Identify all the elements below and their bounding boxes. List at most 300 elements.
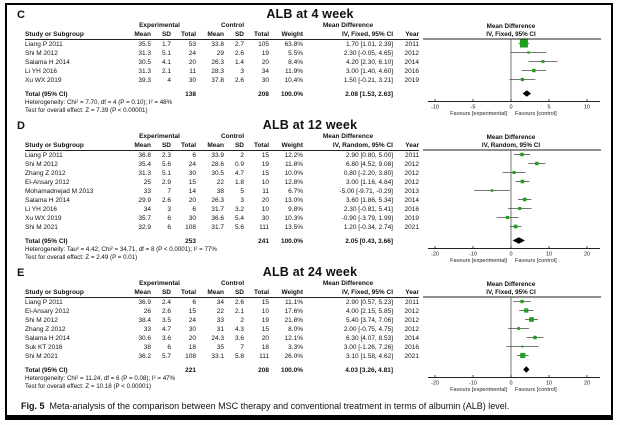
caption-label: Fig. 5: [21, 401, 45, 411]
year-cell: 2012: [404, 317, 419, 324]
control-group-header: Control: [220, 133, 245, 140]
study-name-cell: Shi M 2021: [25, 353, 58, 360]
mean-difference-group-header: Mean Difference: [322, 280, 374, 287]
ctl-total-cell: 10: [261, 308, 269, 315]
exp-mean-col-header: Mean: [123, 30, 151, 40]
study-row: [25, 307, 419, 316]
exp-mean-cell: 38: [143, 344, 151, 351]
exp-mean-cell: 30.6: [138, 335, 151, 342]
mean-difference-cell: 4.20 [2.30, 6.10]: [346, 59, 393, 66]
mean-difference-cell: 1.70 [1.01, 2.39]: [346, 41, 393, 48]
exp-mean-cell: 25: [143, 179, 151, 186]
ctl-mean-cell: 33.8: [211, 41, 224, 48]
axis-tick-label: 0: [509, 251, 513, 258]
study-name-cell: Li YH 2016: [25, 206, 58, 213]
overall-effect-text: Test for overall effect: Z = 10.18 (P < 0.00001): [25, 383, 151, 390]
exp-sd-cell: 2.6: [161, 197, 171, 204]
heterogeneity-text: Heterogeneity: Tau² = 4.42; Chi² = 34.71, df = 8 (P < 0.0001); I² = 77%: [25, 246, 217, 253]
exp-sd-cell: 6: [167, 344, 171, 351]
axis-tick-label: -5: [470, 104, 476, 111]
study-name-cell: Shi M 2012: [25, 317, 58, 324]
axis-tick-label: -20: [431, 380, 439, 387]
exp-sd-cell: 5.7: [161, 353, 171, 360]
axis-tick-label: 0: [509, 104, 513, 111]
exp-sd-col-header: SD: [151, 288, 171, 298]
mean-difference-cell: 0.80 [-2.20, 3.80]: [343, 170, 393, 177]
study-row: [25, 205, 419, 214]
exp-sd-cell: 3.6: [161, 335, 171, 342]
ctl-mean-cell: 26.3: [211, 197, 224, 204]
weight-cell: 12.1%: [284, 335, 303, 342]
ctl-total-cell: 30: [261, 77, 269, 84]
effect-model-col-header: IV, Fixed, 95% CI: [303, 30, 393, 40]
exp-total-cell: 20: [188, 335, 196, 342]
experimental-group-header: Experimental: [139, 22, 180, 29]
ctl-sd-cell: 2.7: [234, 41, 244, 48]
axis-tick-label: -10: [469, 251, 477, 258]
mean-difference-cell: -5.00 [-9.71, -0.29]: [339, 188, 393, 195]
exp-total-cell: 30: [188, 170, 196, 177]
panel-body: [13, 279, 607, 394]
weight-cell: 11.9%: [285, 68, 303, 75]
study-name-cell: Salama H 2014: [25, 197, 70, 204]
favours-left-label: Favours [experimental]: [450, 111, 507, 117]
exp-sd-cell: 2.4: [161, 299, 171, 306]
year-cell: 2011: [405, 41, 419, 48]
study-effect-square: [521, 78, 524, 81]
study-row: [25, 187, 419, 196]
ctl-total-cell: 111: [259, 353, 269, 360]
ctl-mean-cell: 33.9: [211, 152, 224, 159]
ctl-total-cell: 10: [261, 206, 269, 213]
study-row: [25, 40, 419, 50]
ctl-sd-cell: 0.9: [234, 161, 244, 168]
total-label-cell: Total (95% CI): [25, 238, 68, 245]
year-cell: 2016: [404, 68, 419, 75]
year-cell: 2014: [404, 59, 419, 66]
total-exp-n-cell: 138: [185, 91, 196, 98]
mean-difference-cell: 1.20 [-0.34, 2.74]: [343, 224, 393, 231]
panel-title-E: ALB at 24 week: [262, 265, 358, 279]
exp-total-cell: 24: [188, 317, 196, 324]
exp-mean-cell: 29.9: [138, 197, 151, 204]
ctl-total-cell: 111: [259, 224, 269, 231]
year-cell: 2014: [404, 335, 419, 342]
weight-col-header: Weight: [269, 141, 303, 151]
empty-header: [393, 21, 419, 30]
mean-difference-cell: 3.10 [1.58, 4.62]: [346, 353, 393, 360]
axis-tick-label: 10: [583, 104, 591, 111]
study-row: [25, 58, 419, 67]
empty-header: [25, 279, 123, 288]
study-col-header: Study or Subgroup: [25, 288, 123, 298]
panel-body: [13, 21, 607, 118]
ctl-mean-cell: 37.8: [211, 77, 224, 84]
weight-cell: 12.8%: [284, 179, 303, 186]
ctl-sd-col-header: SD: [224, 30, 244, 40]
exp-sd-cell: 3.5: [161, 317, 171, 324]
ctl-mean-cell: 24.3: [211, 335, 224, 342]
exp-mean-cell: 26: [143, 308, 151, 315]
ctl-mean-cell: 36.6: [211, 215, 224, 222]
study-row: [25, 169, 419, 178]
mean-difference-cell: 2.30 [-0.05, 4.65]: [343, 50, 393, 57]
total-md-cell: 2.05 [0.43, 3.66]: [345, 238, 393, 245]
study-effect-square: [521, 346, 523, 348]
study-effect-square: [524, 308, 528, 312]
study-effect-square: [527, 51, 529, 53]
ctl-sd-cell: 1.8: [234, 179, 244, 186]
ctl-sd-cell: 5: [240, 188, 244, 195]
heterogeneity-row: [25, 246, 419, 254]
effect-model-col-header: IV, Random, 95% CI: [303, 141, 393, 151]
study-effect-square: [512, 171, 515, 174]
mean-difference-cell: 6.30 [4.07, 8.53]: [346, 335, 393, 342]
ctl-total-cell: 18: [261, 344, 269, 351]
total-row: [25, 90, 419, 99]
weight-cell: 9.8%: [288, 206, 303, 213]
mean-difference-cell: -0.90 [-3.79, 1.99]: [341, 215, 393, 222]
mean-difference-cell: 2.00 [-0.75, 4.75]: [343, 326, 393, 333]
exp-sd-col-header: SD: [151, 141, 171, 151]
year-cell: 2013: [404, 188, 419, 195]
year-cell: 2012: [404, 179, 419, 186]
axis-tick-label: 0: [509, 380, 513, 387]
ctl-sd-cell: 5.8: [234, 353, 244, 360]
weight-cell: 10.3%: [284, 215, 303, 222]
exp-mean-cell: 31.3: [138, 68, 151, 75]
ctl-sd-cell: 2.6: [234, 299, 244, 306]
empty-header: [269, 21, 303, 30]
total-diamond: [513, 237, 525, 243]
exp-mean-cell: 33: [143, 188, 151, 195]
weight-cell: 10.0%: [284, 170, 303, 177]
exp-mean-cell: 33: [143, 326, 151, 333]
exp-sd-cell: 5.1: [161, 50, 171, 57]
year-cell: 2014: [404, 197, 419, 204]
plot-header-label: Mean Difference: [486, 281, 536, 288]
ctl-mean-cell: 33.1: [211, 353, 224, 360]
study-effect-square: [523, 198, 527, 202]
weight-cell: 13.0%: [284, 197, 303, 204]
group-header-row: [25, 279, 419, 288]
ctl-mean-cell: 22: [216, 308, 224, 315]
empty-header: [393, 279, 419, 288]
overall-effect-text: Test for overall effect: Z = 2.49 (P = 0.01): [25, 254, 138, 261]
exp-total-cell: 11: [189, 68, 196, 75]
ctl-mean-cell: 29: [216, 50, 224, 57]
year-cell: 2019: [404, 77, 419, 84]
group-header-row: [25, 132, 419, 141]
total-weight-cell: 100.0%: [280, 91, 303, 98]
exp-total-col-header: Total: [171, 141, 196, 151]
study-effect-square: [529, 317, 534, 322]
empty-header: [25, 21, 123, 30]
forest-plot-D: [423, 132, 601, 265]
study-effect-square: [506, 216, 509, 219]
study-row: [25, 151, 419, 161]
exp-mean-cell: 35.7: [138, 215, 151, 222]
study-name-cell: Liang P 2011: [25, 41, 63, 48]
ctl-sd-cell: 3.6: [234, 335, 244, 342]
favours-right-label: Favours [control]: [515, 387, 557, 393]
total-ctl-n-cell: 208: [258, 91, 269, 98]
study-effect-square: [517, 327, 520, 330]
exp-mean-cell: 35.4: [138, 161, 151, 168]
exp-total-cell: 6: [192, 152, 196, 159]
study-row: [25, 223, 419, 232]
ctl-sd-cell: 2.6: [234, 77, 244, 84]
group-header-row: [25, 21, 419, 30]
exp-total-cell: 108: [185, 353, 196, 360]
ctl-mean-cell: 28.3: [211, 68, 224, 75]
ctl-sd-cell: 7: [240, 344, 244, 351]
study-name-cell: Suk KT 2016: [25, 344, 63, 351]
ctl-mean-cell: 30.5: [211, 170, 224, 177]
forest-panel-D: [13, 119, 607, 265]
ctl-total-col-header: Total: [244, 141, 269, 151]
total-ctl-n-cell: 208: [258, 367, 269, 374]
empty-header: [25, 132, 123, 141]
study-row: [25, 49, 419, 58]
total-row: [25, 237, 419, 246]
study-name-cell: Zhang Z 2012: [25, 170, 66, 177]
weight-cell: 10.4%: [284, 77, 303, 84]
axis-tick-label: 5: [547, 104, 551, 111]
ctl-total-cell: 15: [261, 299, 269, 306]
overall-effect-row: [25, 107, 419, 115]
heterogeneity-text: Heterogeneity: Chi² = 11.24, df = 6 (P = 0.08); I² = 47%: [25, 375, 176, 382]
mean-difference-cell: 2.90 [0.80, 5.00]: [346, 152, 393, 159]
exp-mean-cell: 32.9: [138, 224, 151, 231]
study-effect-square: [491, 189, 494, 192]
study-name-cell: El-Ansary 2012: [25, 308, 70, 315]
plot-effect-model-label: IV, Random, 95% CI: [481, 142, 541, 149]
ctl-mean-cell: 28.6: [211, 161, 224, 168]
study-row: [25, 325, 419, 334]
favours-left-label: Favours [experimental]: [450, 387, 507, 393]
exp-sd-cell: 5.6: [161, 161, 171, 168]
weight-col-header: Weight: [269, 288, 303, 298]
exp-total-cell: 108: [185, 224, 196, 231]
exp-mean-cell: 30.5: [138, 59, 151, 66]
ctl-sd-cell: 1.4: [234, 59, 244, 66]
exp-mean-cell: 35.5: [138, 41, 151, 48]
ctl-total-cell: 11: [262, 188, 269, 195]
exp-total-cell: 20: [188, 197, 196, 204]
study-name-cell: Salama H 2014: [25, 59, 70, 66]
ctl-mean-cell: 26.3: [211, 59, 224, 66]
year-col-header: Year: [393, 30, 419, 40]
study-effect-square: [535, 162, 538, 165]
year-cell: 2019: [404, 215, 419, 222]
total-weight-cell: 100.0%: [280, 238, 303, 245]
overall-effect-text: Test for overall effect: Z = 7.39 (P < 0.00001): [25, 107, 148, 114]
ctl-total-cell: 15: [261, 326, 269, 333]
favours-right-label: Favours [control]: [515, 258, 557, 264]
exp-sd-cell: 7: [167, 188, 171, 195]
plot-effect-model-label: IV, Fixed, 95% CI: [486, 31, 536, 38]
ctl-sd-col-header: SD: [224, 141, 244, 151]
exp-total-cell: 30: [188, 77, 196, 84]
ctl-sd-cell: 2: [240, 317, 244, 324]
study-col-header: Study or Subgroup: [25, 30, 123, 40]
caption-text: Meta-analysis of the comparison between MSC therapy and conventional treatment in terms of albumin (ALB) level.: [49, 401, 510, 411]
year-cell: 2012: [404, 50, 419, 57]
weight-cell: 3.3%: [288, 344, 303, 351]
exp-sd-cell: 2.3: [161, 152, 171, 159]
total-diamond: [523, 366, 529, 372]
ctl-mean-cell: 31.7: [211, 224, 224, 231]
forest-table-E: [25, 279, 419, 391]
exp-mean-cell: 31.3: [138, 50, 151, 57]
forest-table-D: [25, 132, 419, 262]
study-row: [25, 76, 419, 85]
experimental-group-header: Experimental: [139, 280, 180, 287]
ctl-mean-col-header: Mean: [196, 30, 224, 40]
study-name-cell: Liang P 2011: [25, 152, 63, 159]
exp-total-col-header: Total: [171, 30, 196, 40]
exp-total-cell: 20: [188, 59, 196, 66]
study-row: [25, 67, 419, 76]
ctl-total-cell: 20: [261, 197, 269, 204]
axis-tick-label: 10: [545, 251, 553, 258]
total-md-cell: 4.03 [3.26, 4.81]: [345, 367, 393, 374]
forest-panel-E: [13, 266, 607, 394]
mean-difference-cell: 3.60 [1.86, 5.34]: [346, 197, 393, 204]
exp-total-cell: 24: [188, 50, 196, 57]
study-effect-square: [532, 69, 535, 72]
exp-total-cell: 6: [192, 299, 196, 306]
exp-sd-cell: 4.7: [161, 326, 171, 333]
mean-difference-cell: 4.00 [2.15, 5.85]: [346, 308, 393, 315]
study-effect-square: [514, 225, 518, 229]
exp-sd-cell: 5.1: [161, 170, 171, 177]
heterogeneity-row: [25, 99, 419, 107]
forest-plot-C: [423, 21, 601, 118]
exp-mean-cell: 34: [143, 206, 151, 213]
weight-cell: 6.7%: [288, 188, 303, 195]
study-name-cell: Shi M 2021: [25, 224, 58, 231]
forest-panel-C: [13, 8, 607, 118]
year-cell: 2011: [405, 299, 419, 306]
mean-difference-cell: 2.90 [0.57, 5.23]: [346, 299, 393, 306]
study-name-cell: Zhang Z 2012: [25, 326, 66, 333]
experimental-group-header: Experimental: [139, 133, 180, 140]
mean-difference-cell: 6.80 [4.52, 9.08]: [346, 161, 393, 168]
weight-cell: 11.1%: [285, 299, 303, 306]
year-cell: 2012: [404, 326, 419, 333]
axis-tick-label: -20: [431, 251, 439, 258]
exp-sd-cell: 2.6: [161, 308, 171, 315]
empty-header: [269, 279, 303, 288]
study-name-cell: Li YH 2016: [25, 68, 58, 75]
panel-letter-D: D: [17, 120, 25, 132]
exp-sd-cell: 2.9: [161, 179, 171, 186]
ctl-mean-cell: 34: [216, 299, 224, 306]
ctl-sd-cell: 3.2: [234, 206, 244, 213]
ctl-sd-col-header: SD: [224, 288, 244, 298]
ctl-total-cell: 20: [261, 335, 269, 342]
panel-letter-E: E: [17, 267, 25, 279]
panel-title-D: ALB at 12 week: [262, 118, 358, 132]
exp-total-col-header: Total: [171, 288, 196, 298]
total-row: [25, 366, 419, 375]
exp-total-cell: 53: [188, 41, 196, 48]
ctl-total-col-header: Total: [244, 288, 269, 298]
ctl-total-cell: 34: [261, 68, 269, 75]
study-name-cell: Xu WX 2019: [25, 215, 62, 222]
year-cell: 2011: [405, 152, 419, 159]
total-md-cell: 2.08 [1.53, 2.63]: [345, 91, 393, 98]
year-col-header: Year: [393, 288, 419, 298]
weight-cell: 26.0%: [284, 353, 303, 360]
exp-mean-cell: 36.8: [138, 152, 151, 159]
study-name-cell: El-Ansary 2012: [25, 179, 70, 186]
plot-effect-model-label: IV, Fixed, 95% CI: [486, 289, 536, 296]
exp-total-cell: 30: [188, 326, 196, 333]
study-row: [25, 178, 419, 187]
study-col-header: Study or Subgroup: [25, 141, 123, 151]
panel-body: [13, 132, 607, 265]
favours-left-label: Favours [experimental]: [450, 258, 507, 264]
mean-difference-group-header: Mean Difference: [322, 22, 374, 29]
year-cell: 2016: [404, 206, 419, 213]
ctl-sd-cell: 2.6: [234, 50, 244, 57]
exp-sd-col-header: SD: [151, 30, 171, 40]
year-cell: 2021: [404, 353, 419, 360]
exp-total-cell: 15: [188, 308, 196, 315]
year-cell: 2012: [404, 170, 419, 177]
empty-header: [269, 132, 303, 141]
mean-difference-cell: 3.00 [-1.26, 7.26]: [343, 344, 393, 351]
study-effect-square: [533, 336, 536, 339]
ctl-sd-cell: 2.1: [234, 308, 244, 315]
weight-col-header: Weight: [269, 30, 303, 40]
study-row: [25, 214, 419, 223]
mean-difference-cell: 3.00 [1.40, 4.60]: [346, 68, 393, 75]
study-row: [25, 352, 419, 361]
ctl-total-cell: 15: [261, 170, 269, 177]
study-row: [25, 334, 419, 343]
study-name-cell: Mohamadnejad M 2013: [25, 188, 94, 195]
weight-cell: 12.2%: [284, 152, 303, 159]
weight-cell: 13.5%: [284, 224, 303, 231]
ctl-mean-cell: 38: [216, 188, 224, 195]
axis-tick-label: 20: [583, 251, 591, 258]
year-cell: 2012: [404, 308, 419, 315]
heterogeneity-row: [25, 375, 419, 383]
weight-cell: 21.8%: [284, 317, 303, 324]
weight-cell: 63.8%: [284, 41, 303, 48]
exp-sd-cell: 4.1: [161, 59, 171, 66]
ctl-total-cell: 19: [261, 50, 269, 57]
panels-container: [13, 8, 607, 394]
exp-sd-cell: 6: [167, 224, 171, 231]
weight-cell: 17.6%: [284, 308, 303, 315]
exp-mean-cell: 31.3: [138, 170, 151, 177]
exp-sd-cell: 6: [167, 215, 171, 222]
exp-sd-cell: 1.7: [161, 41, 171, 48]
exp-total-cell: 30: [188, 215, 196, 222]
forest-table-C: [25, 21, 419, 115]
exp-total-cell: 15: [188, 179, 196, 186]
study-effect-square: [541, 60, 544, 63]
study-row: [25, 196, 419, 205]
ctl-mean-cell: 31: [216, 326, 224, 333]
total-exp-n-cell: 253: [185, 238, 196, 245]
ctl-sd-cell: 2: [240, 152, 244, 159]
